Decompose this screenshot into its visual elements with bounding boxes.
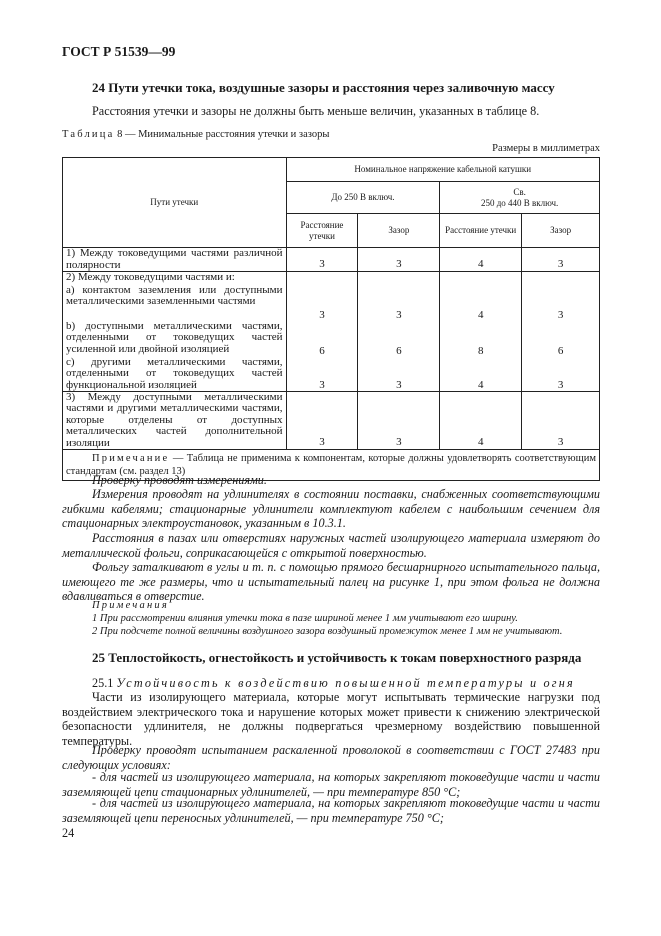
section-25-p4: - для частей из изолирующего материала, на которых закрепляют токоведущие части и части заземляющей цепи переносных удлинителей, — при температуре 750 °С; bbox=[62, 796, 600, 825]
cell-value: 3 bbox=[358, 392, 440, 450]
row-label: 1) Между токоведущими частями различной полярности bbox=[63, 248, 287, 272]
cell-value: 3 bbox=[557, 378, 564, 391]
row-label: 3) Между доступными металлическими частями и другими металлическими частями, которые отделены от доступных металлических частей дополнительной изоляции bbox=[63, 392, 287, 450]
cell-value: 6 bbox=[319, 344, 325, 357]
section-25-p3: - для частей из изолирующего материала, на которых закрепляют токоведущие части и части заземляющей цепи стационарных удлинителей, — при температуре 850 °С; bbox=[62, 770, 600, 799]
cell-value: 4 bbox=[440, 248, 522, 272]
cell-value: 3 bbox=[396, 378, 402, 391]
table-row bbox=[63, 392, 600, 450]
check-p1: Проверку проводят измерениями. bbox=[92, 473, 267, 487]
cell-value: 6 bbox=[557, 344, 564, 357]
column-header-over250-line1: Св. bbox=[513, 186, 526, 197]
row-label: b) доступными металлическими частями, отделенными от токоведущих частей усиленной или двойной изоляцией bbox=[66, 320, 283, 355]
clearance-table bbox=[62, 157, 600, 481]
cell-value: 4 bbox=[477, 308, 484, 321]
cell-column bbox=[286, 272, 358, 392]
column-header-over250-line2: 250 до 440 В включ. bbox=[480, 197, 559, 208]
row-label: с) другими металлическими частями, отделенными от токоведущих частей функциональной изоляцией bbox=[66, 356, 283, 391]
check-p2: Измерения проводят на удлинителях в состоянии поставки, снабженных соответствующими гибкими кабелями; стационарные удлинители комплектуют кабелем с наибольшим сечением для стационарных электроустановок, указанным в 10.3.1. bbox=[62, 487, 600, 531]
cell-value: 3 bbox=[396, 308, 402, 321]
cell-value: 6 bbox=[396, 344, 402, 357]
table-units: Размеры в миллиметрах bbox=[492, 143, 600, 154]
cell-column bbox=[522, 272, 600, 392]
check-p3: Расстояния в пазах или отверстиях наружных частей изолирующего материала измеряют до металлической фольги, соприкасающейся с открытой поверхностью. bbox=[62, 531, 600, 560]
table-row-group-2 bbox=[63, 272, 600, 392]
subsection-number: 25.1 bbox=[92, 676, 114, 690]
cell-value: 3 bbox=[557, 308, 564, 321]
page-number: 24 bbox=[62, 826, 75, 840]
notes-title: Примечания bbox=[92, 600, 169, 611]
subheader-creep-1: Расстояние утечки bbox=[286, 214, 358, 248]
row-label: а) контактом заземления или доступными металлическими заземленными частями bbox=[66, 284, 283, 308]
cell-value: 3 bbox=[286, 248, 358, 272]
cell-column bbox=[440, 272, 522, 392]
column-header-path: Пути утечки bbox=[63, 158, 287, 248]
note-2: 2 При подсчете полной величины воздушного зазора воздушный промежуток менее 1 мм не учитывают. bbox=[92, 626, 563, 637]
subheader-gap-1: Зазор bbox=[358, 214, 440, 248]
section-25-p2: Проверку проводят испытанием раскаленной проволокой в соответствии с ГОСТ 27483 при следующих условиях: bbox=[62, 743, 600, 772]
row-group-label bbox=[63, 272, 287, 392]
column-header-voltage: Номинальное напряжение кабельной катушки bbox=[286, 158, 599, 182]
table-row bbox=[63, 248, 600, 272]
subsection-title: Устойчивость к воздействию повышенной температуры и огня bbox=[116, 676, 575, 690]
table-caption-label: Таблица bbox=[62, 129, 115, 140]
section-24-title: 24 Пути утечки тока, воздушные зазоры и расстояния через заливочную массу bbox=[92, 80, 555, 95]
section-24-intro: Расстояния утечки и зазоры не должны быть меньше величин, указанных в таблице 8. bbox=[92, 104, 540, 118]
table-note-label: Примечание bbox=[92, 453, 170, 465]
cell-value: 3 bbox=[319, 378, 325, 391]
subheader-creep-2: Расстояние утечки bbox=[440, 214, 522, 248]
cell-value: 3 bbox=[358, 248, 440, 272]
column-header-upto250: До 250 В включ. bbox=[286, 182, 440, 214]
cell-value: 3 bbox=[522, 392, 600, 450]
column-header-over250 bbox=[440, 182, 600, 214]
cell-value: 4 bbox=[440, 392, 522, 450]
table-caption-text: 8 — Минимальные расстояния утечки и зазоры bbox=[117, 129, 330, 140]
check-p4: Фольгу заталкивают в углы и т. п. с помощью прямого бесшарнирного испытательного пальца, имеющего те же размеры, что и испытательный палец на рисунке 1, при этом фольга не должна вдавливаться в отверстие. bbox=[62, 560, 600, 604]
cell-value: 3 bbox=[319, 308, 325, 321]
subheader-gap-2: Зазор bbox=[522, 214, 600, 248]
note-1: 1 При рассмотрении влияния утечки тока в пазе шириной менее 1 мм учитывают его ширину. bbox=[92, 613, 518, 624]
cell-value: 4 bbox=[477, 378, 484, 391]
cell-value: 3 bbox=[286, 392, 358, 450]
table-note-text: — Таблица не применима к компонентам, которые должны удовлетворять соответствующим стандартам (см. раздел 13) bbox=[66, 453, 596, 478]
cell-column bbox=[358, 272, 440, 392]
section-25-title: 25 Теплостойкость, огнестойкость и устойчивость к токам поверхностного разряда bbox=[92, 650, 582, 665]
subsection-25-1 bbox=[92, 676, 575, 691]
document-header: ГОСТ Р 51539—99 bbox=[62, 44, 176, 59]
cell-value: 8 bbox=[477, 344, 484, 357]
table-caption bbox=[62, 129, 329, 140]
cell-value: 3 bbox=[522, 248, 600, 272]
row-label: 2) Между токоведущими частями и: bbox=[66, 271, 235, 283]
section-25-p1: Части из изолирующего материала, которые могут испытывать термические нагрузки под воздействием электрического тока и нарушение которых может привести к снижению электрической безопасности удлинителя, не должны подвергаться чрезмерному воздействию повышенной температуры. bbox=[62, 690, 600, 748]
